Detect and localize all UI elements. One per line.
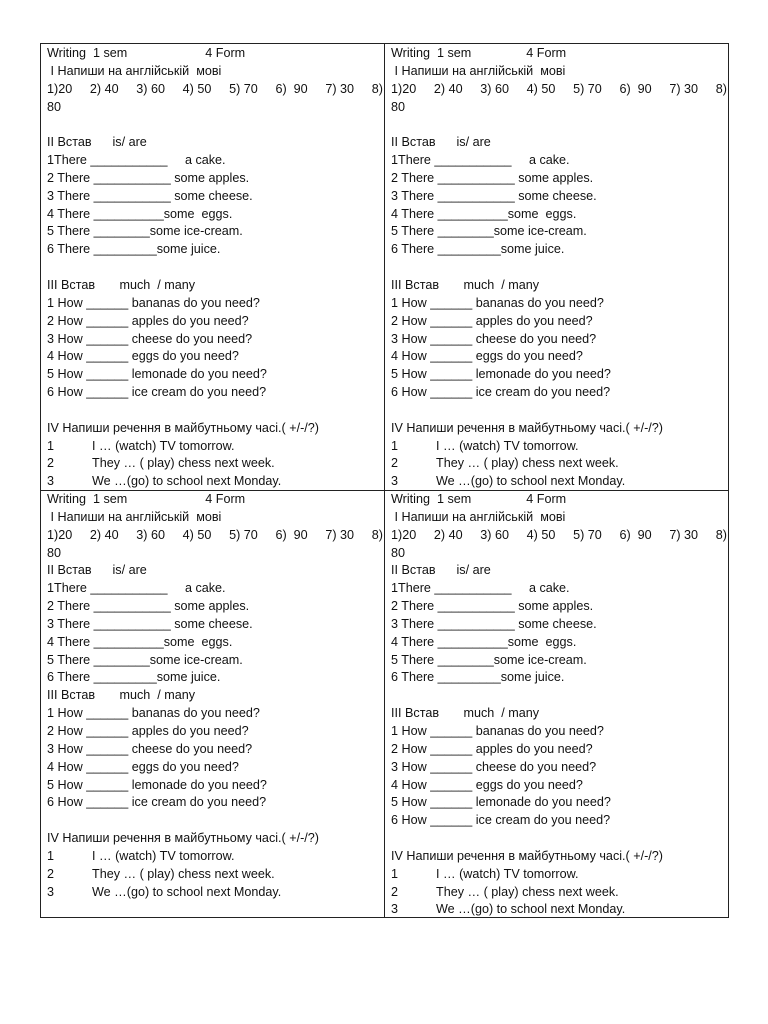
section2-item: 1There ___________ a cake. xyxy=(47,153,226,168)
worksheet-card-bottom-left xyxy=(47,491,383,901)
section2-item: 3 There ___________ some cheese. xyxy=(391,188,597,203)
section2-item: 4 There __________some eggs. xyxy=(391,206,577,221)
section3-item: 6 How ______ ice cream do you need? xyxy=(47,795,267,810)
section3-title: III Встав much / many xyxy=(391,706,540,721)
section3-item: 1 How ______ bananas do you need? xyxy=(47,706,260,721)
section4-item: 2 They … ( play) chess next week. xyxy=(47,456,275,471)
section3-item: 1 How ______ bananas do you need? xyxy=(47,295,260,310)
section2-item: 4 There __________some eggs. xyxy=(47,206,233,221)
section2-item: 5 There ________some ice-cream. xyxy=(47,224,243,239)
card-header: Writing 1 sem 4 Form xyxy=(47,46,246,60)
section4-item: 1 I … (watch) TV tomorrow. xyxy=(47,438,235,453)
section2-title: II Встав is/ are xyxy=(391,563,491,578)
section2-item: 6 There _________some juice. xyxy=(47,670,221,685)
section3-item: 1 How ______ bananas do you need? xyxy=(391,723,604,738)
section4-item: 2 They … ( play) chess next week. xyxy=(47,866,275,881)
section4-title: IV Напиши речення в майбутньому часі.( +/-/?) xyxy=(391,420,663,435)
number-row: 1)20 2) 40 3) 60 4) 50 5) 70 6) 90 7) 30 8) xyxy=(47,81,383,96)
section4-item: 3 We …(go) to school next Monday. xyxy=(391,902,626,917)
section1-title: I Напиши на англійській мові xyxy=(391,63,566,78)
section2-item: 2 There ___________ some apples. xyxy=(47,599,250,614)
section2-item: 1There ___________ a cake. xyxy=(391,153,570,168)
worksheet-card-top-right xyxy=(391,45,727,491)
worksheet-card-bottom-right xyxy=(391,491,727,919)
section3-item: 2 How ______ apples do you need? xyxy=(47,313,249,328)
section3-item: 6 How ______ ice cream do you need? xyxy=(391,385,611,400)
section3-title: III Встав much / many xyxy=(47,277,196,292)
section1-title: I Напиши на англійській мові xyxy=(391,509,566,524)
number-row: 1)20 2) 40 3) 60 4) 50 5) 70 6) 90 7) 30 8) xyxy=(391,81,727,96)
section2-item: 4 There __________some eggs. xyxy=(47,634,233,649)
section2-title: II Встав is/ are xyxy=(47,135,147,150)
section3-item: 3 How ______ cheese do you need? xyxy=(47,741,253,756)
number-row-last: 80 xyxy=(391,99,406,114)
number-row: 1)20 2) 40 3) 60 4) 50 5) 70 6) 90 7) 30 8) xyxy=(391,527,727,542)
section3-title: III Встав much / many xyxy=(391,277,540,292)
section3-item: 4 How ______ eggs do you need? xyxy=(391,349,583,364)
section4-item: 3 We …(go) to school next Monday. xyxy=(391,474,626,489)
card-header: Writing 1 sem 4 Form xyxy=(391,46,567,60)
section3-item: 5 How ______ lemonade do you need? xyxy=(391,367,611,382)
section3-item: 2 How ______ apples do you need? xyxy=(391,313,593,328)
section2-item: 4 There __________some eggs. xyxy=(391,634,577,649)
section3-item: 2 How ______ apples do you need? xyxy=(47,723,249,738)
section2-item: 5 There ________some ice-cream. xyxy=(391,224,587,239)
section4-item: 2 They … ( play) chess next week. xyxy=(391,884,619,899)
section3-item: 5 How ______ lemonade do you need? xyxy=(391,795,611,810)
worksheet-card-top-left xyxy=(47,45,383,491)
number-row-last: 80 xyxy=(47,99,62,114)
section2-item: 6 There _________some juice. xyxy=(47,242,221,257)
number-row: 1)20 2) 40 3) 60 4) 50 5) 70 6) 90 7) 30 8) xyxy=(47,527,383,542)
section3-title: III Встав much / many xyxy=(47,688,196,703)
section2-item: 1There ___________ a cake. xyxy=(391,581,570,596)
section2-item: 2 There ___________ some apples. xyxy=(47,170,250,185)
section3-item: 1 How ______ bananas do you need? xyxy=(391,295,604,310)
section4-item: 1 I … (watch) TV tomorrow. xyxy=(47,848,235,863)
section3-item: 3 How ______ cheese do you need? xyxy=(391,331,597,346)
section4-item: 2 They … ( play) chess next week. xyxy=(391,456,619,471)
section4-title: IV Напиши речення в майбутньому часі.( +/-/?) xyxy=(47,831,319,846)
section2-title: II Встав is/ are xyxy=(47,563,147,578)
section2-item: 3 There ___________ some cheese. xyxy=(391,616,597,631)
number-row-last: 80 xyxy=(391,545,406,560)
section4-item: 3 We …(go) to school next Monday. xyxy=(47,884,282,899)
section3-item: 4 How ______ eggs do you need? xyxy=(47,349,239,364)
card-header: Writing 1 sem 4 Form xyxy=(391,492,567,506)
section3-item: 4 How ______ eggs do you need? xyxy=(391,777,583,792)
column-divider xyxy=(384,43,385,918)
section2-title: II Встав is/ are xyxy=(391,135,491,150)
section3-item: 3 How ______ cheese do you need? xyxy=(47,331,253,346)
section2-item: 3 There ___________ some cheese. xyxy=(47,616,253,631)
section1-title: I Напиши на англійській мові xyxy=(47,509,222,524)
section2-item: 1There ___________ a cake. xyxy=(47,581,226,596)
section4-title: IV Напиши речення в майбутньому часі.( +/-/?) xyxy=(391,848,663,863)
section3-item: 3 How ______ cheese do you need? xyxy=(391,759,597,774)
number-row-last: 80 xyxy=(47,545,62,560)
section4-item: 1 I … (watch) TV tomorrow. xyxy=(391,866,579,881)
section2-item: 2 There ___________ some apples. xyxy=(391,170,594,185)
section4-item: 1 I … (watch) TV tomorrow. xyxy=(391,438,579,453)
section3-item: 5 How ______ lemonade do you need? xyxy=(47,777,267,792)
section4-title: IV Напиши речення в майбутньому часі.( +/-/?) xyxy=(47,420,319,435)
section2-item: 5 There ________some ice-cream. xyxy=(47,652,243,667)
section3-item: 6 How ______ ice cream do you need? xyxy=(391,813,611,828)
section2-item: 6 There _________some juice. xyxy=(391,242,565,257)
section1-title: I Напиши на англійській мові xyxy=(47,63,222,78)
section3-item: 2 How ______ apples do you need? xyxy=(391,741,593,756)
section2-item: 6 There _________some juice. xyxy=(391,670,565,685)
section2-item: 5 There ________some ice-cream. xyxy=(391,652,587,667)
section2-item: 2 There ___________ some apples. xyxy=(391,599,594,614)
section3-item: 5 How ______ lemonade do you need? xyxy=(47,367,267,382)
section3-item: 6 How ______ ice cream do you need? xyxy=(47,385,267,400)
section3-item: 4 How ______ eggs do you need? xyxy=(47,759,239,774)
section4-item: 3 We …(go) to school next Monday. xyxy=(47,474,282,489)
card-header: Writing 1 sem 4 Form xyxy=(47,492,246,506)
section2-item: 3 There ___________ some cheese. xyxy=(47,188,253,203)
